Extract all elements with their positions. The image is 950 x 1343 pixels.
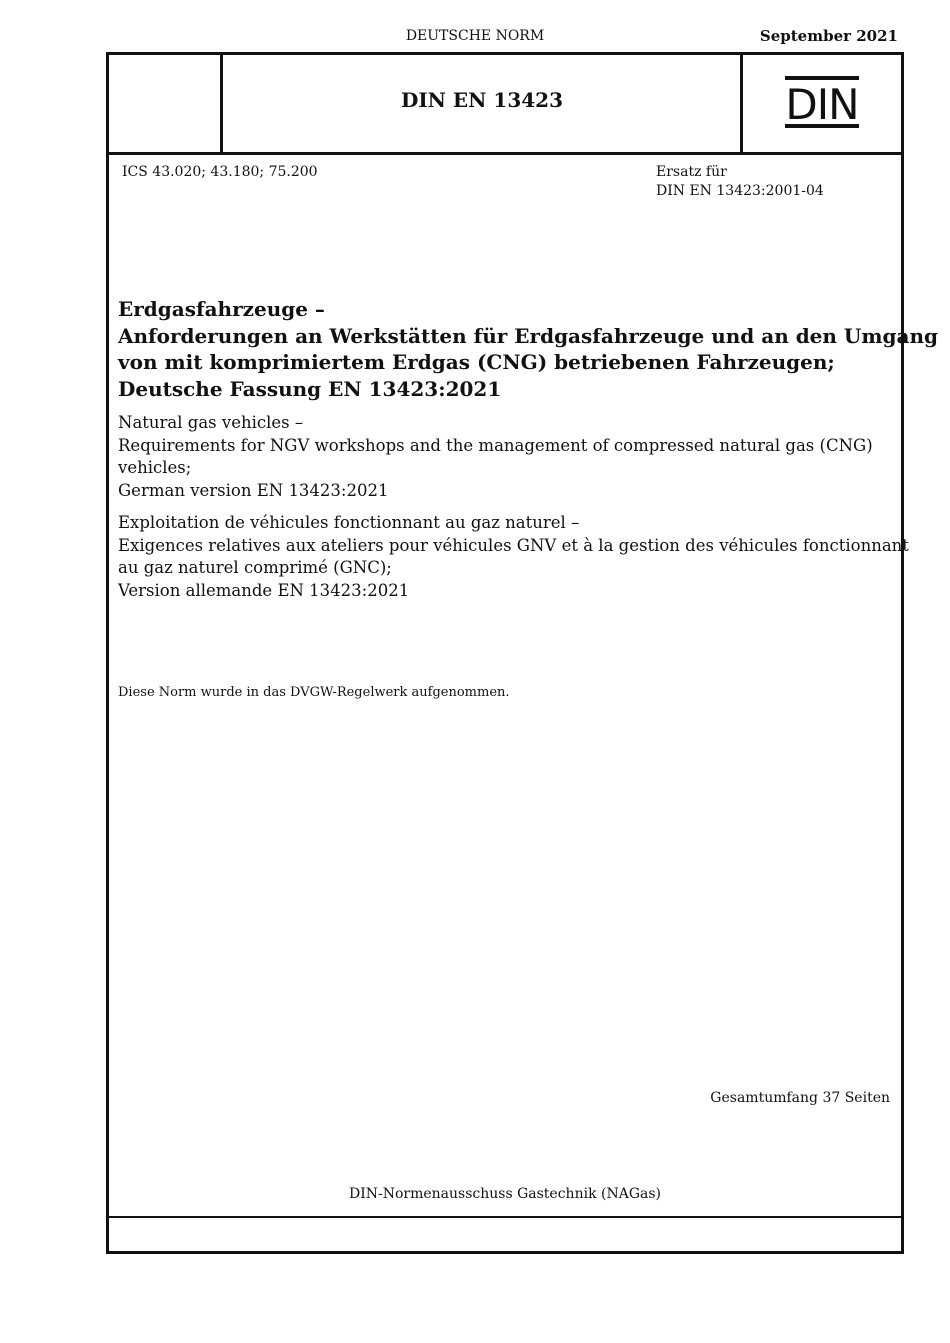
title-french-line: Exploitation de véhicules fonctionnant au gaz naturel –: [118, 513, 580, 532]
header-bottom-rule: [106, 152, 904, 155]
title-french: [118, 512, 909, 602]
document-type-label: DEUTSCHE NORM: [405, 28, 545, 44]
title-french-line: au gaz naturel comprimé (GNC);: [118, 558, 392, 577]
title-german: [118, 296, 938, 402]
title-french-line: Version allemande EN 13423:2021: [118, 580, 410, 600]
publication-date: September 2021: [759, 27, 898, 45]
dvgw-note: Diese Norm wurde in das DVGW-Regelwerk aufgenommen.: [118, 685, 510, 700]
svg-text:DIN: DIN: [785, 80, 859, 129]
ics-classification: ICS 43.020; 43.180; 75.200: [122, 164, 318, 180]
title-german-line: Erdgasfahrzeuge –: [118, 297, 325, 321]
title-english-line: Natural gas vehicles –: [118, 413, 304, 432]
title-german-line: Deutsche Fassung EN 13423:2021: [118, 376, 502, 401]
title-english-line: German version EN 13423:2021: [118, 480, 389, 500]
title-english-line: vehicles;: [118, 458, 192, 477]
title-english-line: Requirements for NGV workshops and the management of compressed natural gas (CNG): [118, 435, 873, 455]
committee-name: DIN-Normenausschuss Gastechnik (NAGas): [348, 1186, 662, 1202]
din-logo: [783, 74, 863, 132]
title-german-line: von mit komprimiertem Erdgas (CNG) betriebenen Fahrzeugen;: [118, 350, 835, 374]
title-german-line: Anforderungen an Werkstätten für Erdgasfahrzeuge und an den Umgang: [118, 323, 938, 348]
cover-frame: [106, 52, 938, 1254]
title-french-line: Exigences relatives aux ateliers pour véhicules GNV et à la gestion des véhicules fonctionnant: [118, 535, 909, 555]
replaces-label: Ersatz für: [656, 164, 727, 180]
title-english: [118, 412, 898, 502]
footer-rule: [106, 1216, 904, 1218]
replaces-value: DIN EN 13423:2001-04: [656, 183, 824, 199]
standard-number: DIN EN 13423: [400, 88, 563, 112]
total-pages: Gesamtumfang 37 Seiten: [710, 1090, 890, 1106]
